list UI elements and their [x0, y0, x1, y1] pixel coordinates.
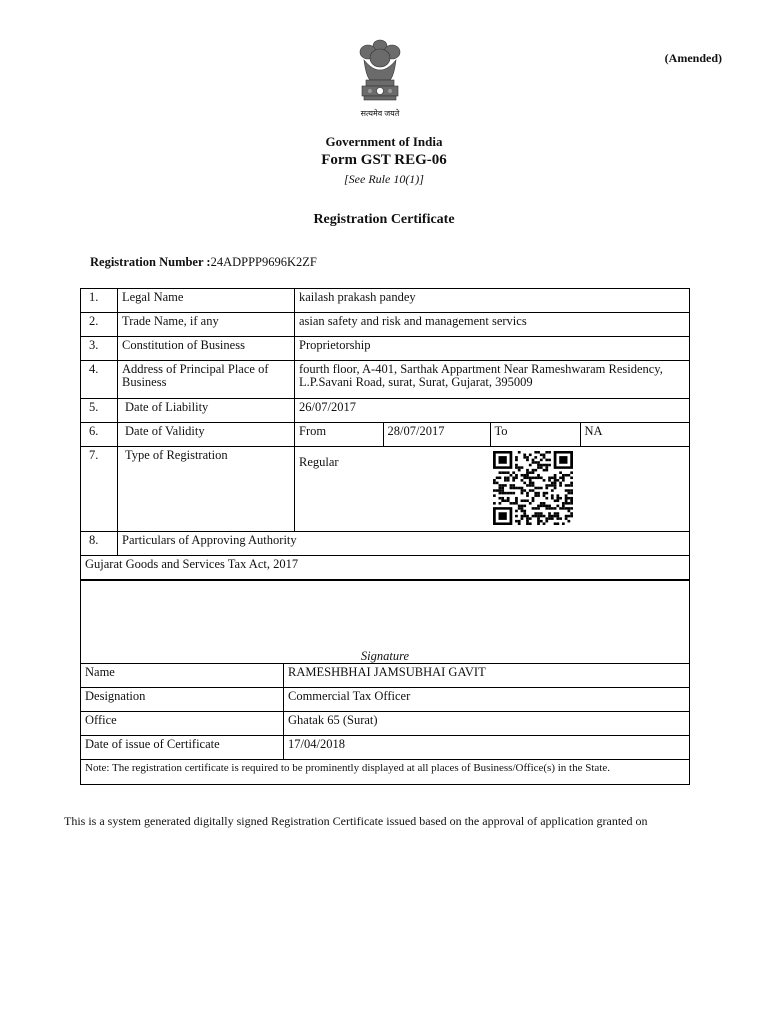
- certificate-title: Registration Certificate: [313, 212, 455, 227]
- row-number: 3.: [81, 337, 118, 361]
- table-row: [81, 712, 690, 736]
- amended-label: (Amended): [664, 51, 722, 65]
- registration-type-value: Regular: [299, 455, 339, 469]
- motto-text: सत्यमेव जयते: [360, 109, 400, 118]
- table-row: [81, 289, 690, 313]
- validity-cell: [295, 423, 690, 447]
- designation-value: Commercial Tax Officer: [284, 688, 690, 712]
- table-row: [81, 664, 690, 688]
- designation-label: Designation: [81, 688, 284, 712]
- table-row: [81, 399, 690, 423]
- row-label: Address of Principal Place of Business: [118, 361, 295, 399]
- approving-authority-label: Particulars of Approving Authority: [118, 532, 690, 556]
- rule-reference: [See Rule 10(1)]: [344, 172, 424, 186]
- validity-from-value: 28/07/2017: [383, 423, 490, 446]
- signatory-name-label: Name: [81, 664, 284, 688]
- row-number: 4.: [81, 361, 118, 399]
- validity-to-value: NA: [580, 423, 690, 446]
- registration-details-table: [80, 288, 690, 580]
- validity-from-label: From: [299, 424, 327, 438]
- row-label: Type of Registration: [118, 447, 295, 532]
- table-row: [81, 556, 690, 580]
- table-row: [81, 313, 690, 337]
- office-value: Ghatak 65 (Surat): [284, 712, 690, 736]
- table-row: [81, 760, 690, 785]
- table-row: [81, 361, 690, 399]
- signature-row: [81, 581, 690, 664]
- office-label: Office: [81, 712, 284, 736]
- issue-date-value: 17/04/2018: [284, 736, 690, 760]
- row-label: Trade Name, if any: [118, 313, 295, 337]
- form-title: Form GST REG-06: [321, 152, 447, 168]
- issue-date-label: Date of issue of Certificate: [81, 736, 284, 760]
- row-label: Date of Validity: [118, 423, 295, 447]
- liability-date-value: 26/07/2017: [295, 399, 690, 423]
- registration-type-cell: [295, 447, 690, 532]
- registration-number-line: [90, 255, 317, 270]
- footer-statement: This is a system generated digitally signed Registration Certificate issued based on the approval of application granted on: [64, 814, 648, 828]
- act-name: Gujarat Goods and Services Tax Act, 2017: [81, 556, 690, 580]
- row-number: 2.: [81, 313, 118, 337]
- registration-number-value: 24ADPPP9696K2ZF: [210, 255, 317, 269]
- row-number: 1.: [81, 289, 118, 313]
- table-row: [81, 532, 690, 556]
- trade-name-value: asian safety and risk and management servics: [295, 313, 690, 337]
- row-number: 6.: [81, 423, 118, 447]
- row-label: Legal Name: [118, 289, 295, 313]
- row-number: 8.: [81, 532, 118, 556]
- row-number: 5.: [81, 399, 118, 423]
- signature-label: Signature: [81, 581, 690, 664]
- registration-number-label: Registration Number :: [90, 255, 211, 269]
- table-row: [81, 736, 690, 760]
- table-row: [81, 423, 690, 447]
- legal-name-value: kailash prakash pandey: [295, 289, 690, 313]
- row-label: Constitution of Business: [118, 337, 295, 361]
- government-heading: Government of India: [325, 134, 443, 149]
- row-number: 7.: [81, 447, 118, 532]
- validity-table: [295, 423, 690, 446]
- table-row: [81, 688, 690, 712]
- table-row: [81, 337, 690, 361]
- qr-code-icon: [493, 451, 573, 525]
- signatory-name-value: RAMESHBHAI JAMSUBHAI GAVIT: [284, 664, 690, 688]
- validity-to-label: To: [490, 423, 580, 446]
- constitution-value: Proprietorship: [295, 337, 690, 361]
- address-value: fourth floor, A-401, Sarthak Appartment Near Rameshwaram Residency, L.P.Savani Road, surat, Surat, Gujarat, 395009: [295, 361, 690, 399]
- table-row: [81, 447, 690, 532]
- row-label: Date of Liability: [118, 399, 295, 423]
- signatory-table: [80, 580, 690, 785]
- display-note: Note: The registration certificate is required to be prominently displayed at all places of Business/Office(s) in the State.: [81, 760, 690, 785]
